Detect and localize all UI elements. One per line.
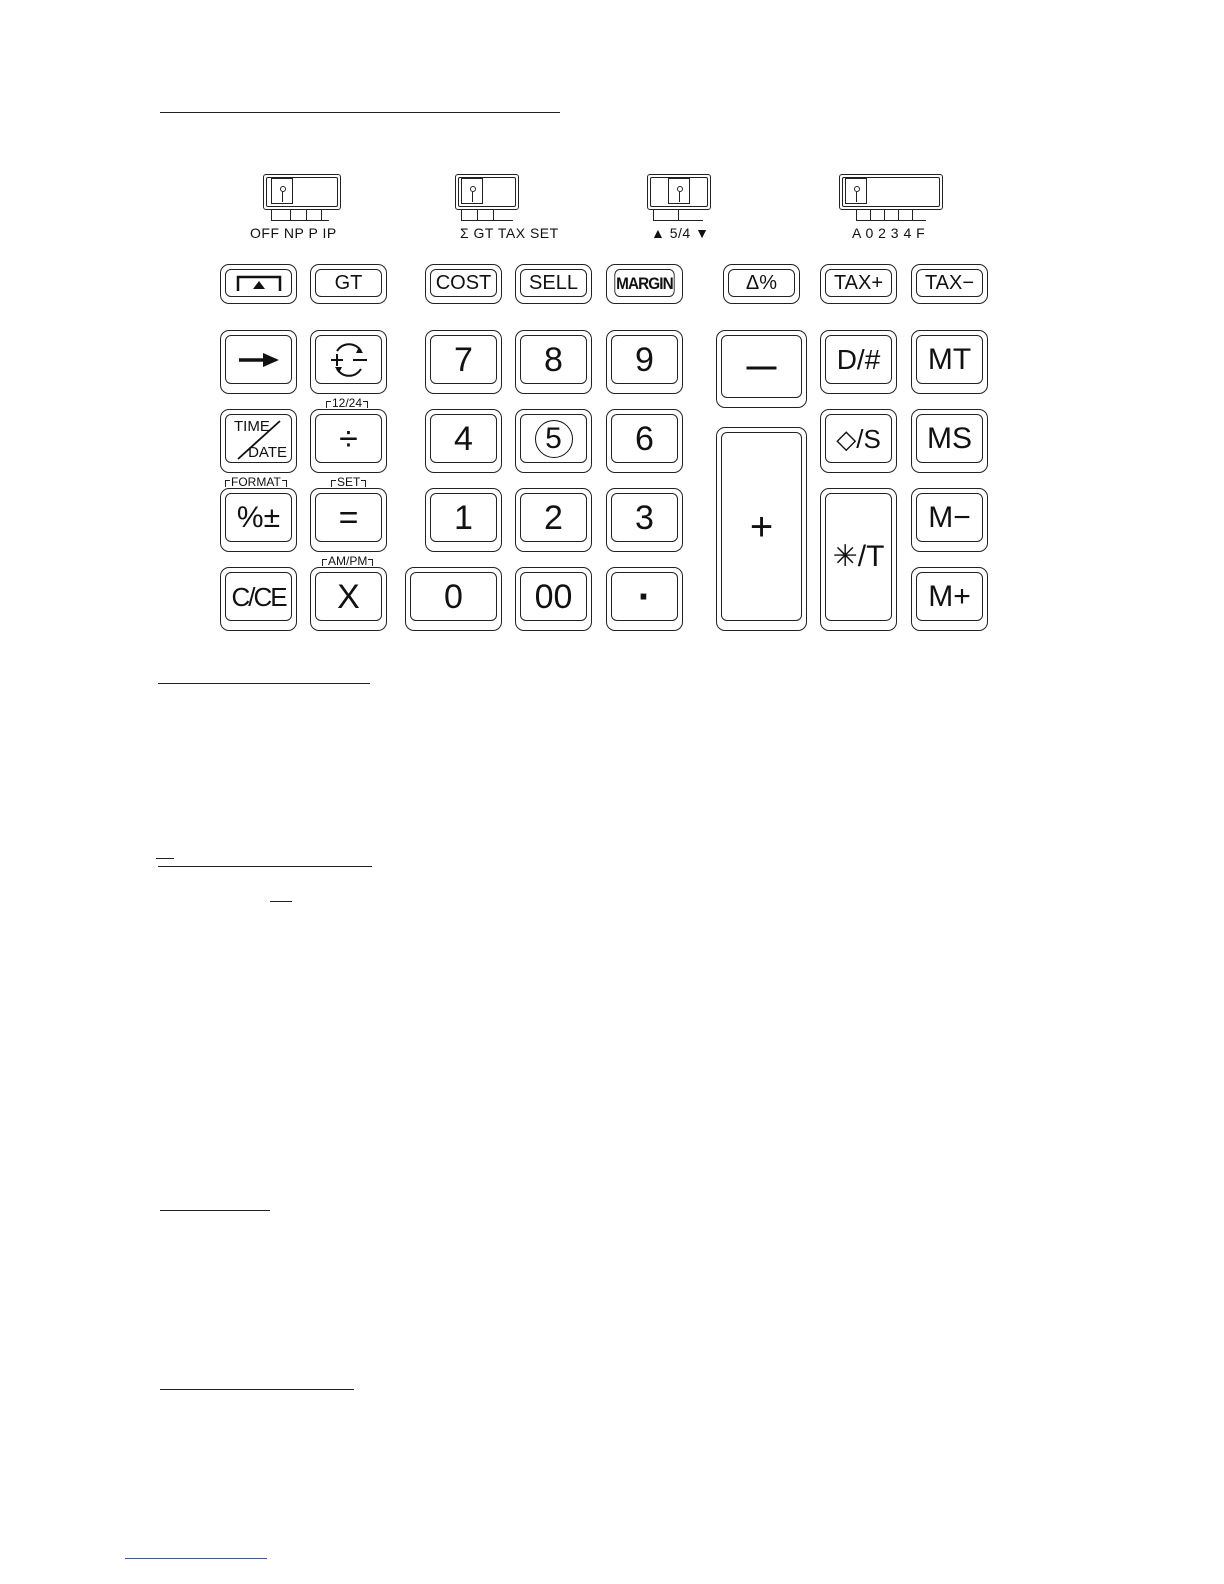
switch-label: A 0 2 3 4 F xyxy=(852,225,926,241)
six-key[interactable]: 6 xyxy=(606,409,683,473)
tax-plus-key[interactable]: TAX+ xyxy=(820,264,897,304)
switch-knob[interactable] xyxy=(668,178,690,204)
arrow-right-icon xyxy=(237,352,281,368)
time-label: TIME xyxy=(234,418,270,435)
date-label: DATE xyxy=(248,444,287,461)
heading-rule xyxy=(270,901,292,902)
divide-key[interactable]: ÷ xyxy=(310,409,387,473)
margin-key[interactable]: MARGIN xyxy=(606,264,683,304)
cost-key[interactable]: COST xyxy=(425,264,502,304)
paper-feed-key[interactable] xyxy=(220,264,297,304)
eight-key[interactable]: 8 xyxy=(515,330,592,394)
paper-feed-icon xyxy=(234,273,284,293)
double-zero-key[interactable]: 00 xyxy=(515,567,592,631)
percent-caption: FORMAT xyxy=(231,475,281,489)
four-key[interactable]: 4 xyxy=(425,409,502,473)
backspace-key[interactable] xyxy=(220,330,297,394)
heading-rule xyxy=(158,866,372,867)
date-num-key[interactable]: D/# xyxy=(820,330,897,394)
three-key[interactable]: 3 xyxy=(606,488,683,552)
equals-caption: SET xyxy=(337,475,361,489)
clear-key[interactable]: C/CE xyxy=(220,567,297,631)
plus-key[interactable]: + xyxy=(716,427,807,631)
multiply-key[interactable]: X xyxy=(310,567,387,631)
minus-key[interactable]: — xyxy=(716,330,807,408)
delta-percent-key[interactable]: Δ% xyxy=(723,264,800,304)
divide-caption: 12/24 xyxy=(332,396,363,410)
heading-rule xyxy=(156,858,174,859)
ms-key[interactable]: MS xyxy=(911,409,988,473)
tax-minus-key[interactable]: TAX− xyxy=(911,264,988,304)
m-minus-key[interactable]: M− xyxy=(911,488,988,552)
percent-key[interactable]: %± xyxy=(220,488,297,552)
one-key[interactable]: 1 xyxy=(425,488,502,552)
switch-label: ▲ 5/4 ▼ xyxy=(651,225,710,241)
mt-key[interactable]: MT xyxy=(911,330,988,394)
sell-key[interactable]: SELL xyxy=(515,264,592,304)
switch-knob[interactable] xyxy=(271,178,293,204)
nine-key[interactable]: 9 xyxy=(606,330,683,394)
equals-key[interactable]: = xyxy=(310,488,387,552)
five-label: 5 xyxy=(535,420,573,458)
item-count-key[interactable] xyxy=(310,330,387,394)
multiply-caption: AM/PM xyxy=(328,554,368,568)
plus-minus-cycle-icon xyxy=(327,341,371,379)
heading-rule xyxy=(160,1210,270,1211)
heading-rule xyxy=(160,112,560,113)
two-key[interactable]: 2 xyxy=(515,488,592,552)
gt-key[interactable]: GT xyxy=(310,264,387,304)
total-key[interactable]: ✳/T xyxy=(820,488,897,631)
time-date-key[interactable] xyxy=(220,409,297,473)
heading-rule xyxy=(160,1389,354,1390)
link-underline xyxy=(125,1558,267,1559)
switch-knob[interactable] xyxy=(845,178,867,204)
switch-label: OFF NP P IP xyxy=(250,225,337,241)
five-key[interactable] xyxy=(515,409,592,473)
decimal-key[interactable]: · xyxy=(606,567,683,631)
switch-knob[interactable] xyxy=(461,178,483,204)
zero-key[interactable]: 0 xyxy=(405,567,502,631)
seven-key[interactable]: 7 xyxy=(425,330,502,394)
non-add-key[interactable]: ◇/S xyxy=(820,409,897,473)
m-plus-key[interactable]: M+ xyxy=(911,567,988,631)
switch-label: Σ GT TAX SET xyxy=(460,225,559,241)
heading-rule xyxy=(158,683,370,684)
